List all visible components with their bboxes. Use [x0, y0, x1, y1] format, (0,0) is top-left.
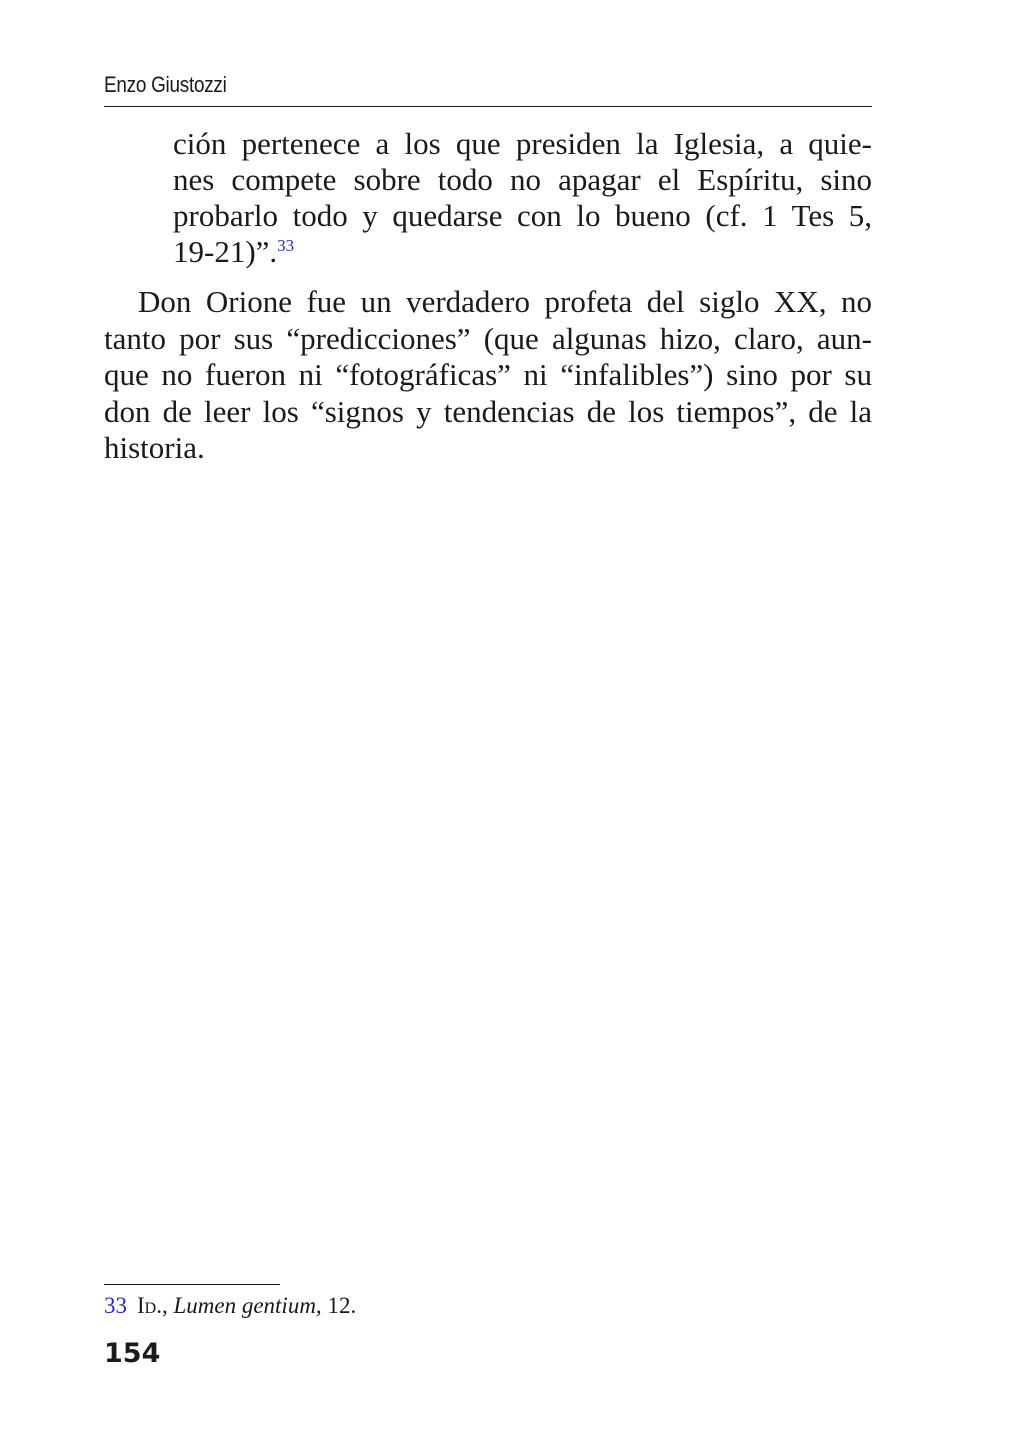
paragraph-line: que no fueron ni “fotográficas” ni “infalibles”) sino por su	[104, 357, 872, 392]
footnote	[104, 1292, 356, 1320]
quote-line-text: 19-21)”.	[173, 234, 278, 269]
paragraph-line: don de leer los “signos y tendencias de los tiempos”, de la	[104, 393, 872, 429]
footnote-title: Lumen gentium,	[173, 1293, 322, 1318]
quote-line: probarlo todo y quedarse con lo bueno (cf. 1 Tes 5,	[173, 198, 872, 233]
footnote-author: Id.,	[137, 1293, 168, 1318]
quote-line-last	[173, 234, 872, 270]
footnote-number-link[interactable]: 33	[104, 1293, 127, 1318]
footnote-reference-link[interactable]: 33	[277, 236, 295, 255]
quote-line: ción pertenece a los que presiden la Iglesia, a quie-	[173, 126, 872, 161]
page-number: 154	[104, 1338, 161, 1369]
footnote-rule	[104, 1284, 280, 1285]
running-header: Enzo Giustozzi	[104, 72, 227, 97]
quote-line: nes compete sobre todo no apagar el Espíritu, sino	[173, 162, 872, 197]
paragraph-line: Don Orione fue un verdadero profeta del siglo XX, no	[138, 284, 872, 319]
paragraph-line: historia.	[104, 430, 205, 465]
header-rule	[104, 106, 872, 107]
footnote-rest: 12.	[321, 1293, 357, 1318]
body-paragraph	[104, 284, 872, 467]
paragraph-line: tanto por sus “predicciones” (que algunas hizo, claro, aun-	[104, 320, 872, 356]
block-quote	[173, 126, 872, 270]
